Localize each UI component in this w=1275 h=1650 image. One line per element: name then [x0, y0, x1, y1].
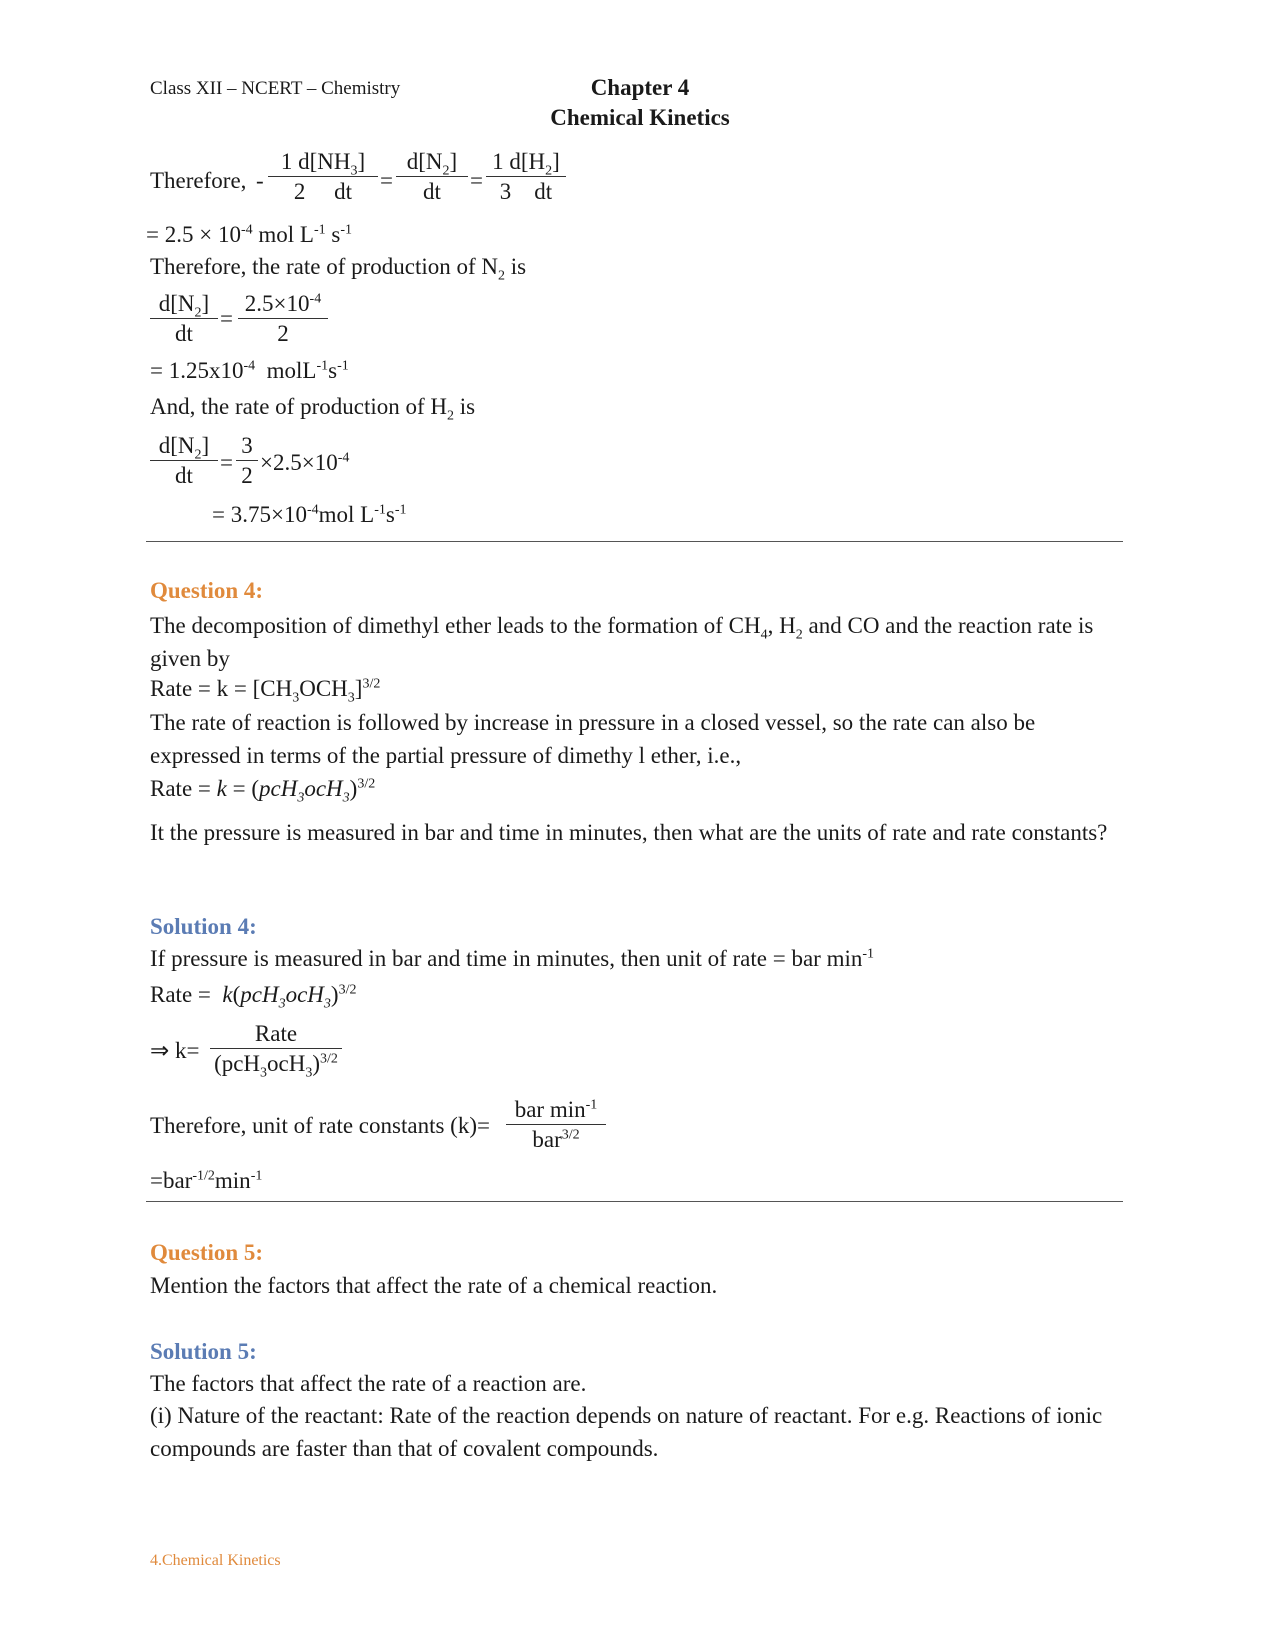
- fraction-n2-rhs: $2.5\times 10^{-4}$ 2: [238, 290, 328, 347]
- question-4-paragraph-2: The rate of reaction is followed by increase in pressure in a closed vessel, so the rate can also be expressed in terms of the partial pressure of dimethy l ether, i.e.,: [150, 710, 1036, 768]
- solution-4-k-fraction: Rate $(pcH_3ocH_3)^{3/2}$: [210, 1020, 342, 1077]
- section-divider-1: [146, 541, 1123, 542]
- solution-4-unit-text: Therefore, unit of rate constants (k)=: [150, 1113, 490, 1138]
- fraction-n2-lhs: $d[N_2]$ dt: [150, 290, 218, 347]
- rate-result-1: = $2.5 \times 10^{-4}$ mol $L^{-1}$ $s^{-1}$: [146, 222, 353, 247]
- question-4-paragraph-1: The decomposition of dimethyl ether leads to the formation of $CH_4$, $H_2$ and CO and the reaction rate is given by: [150, 613, 1094, 671]
- equals-sign-4: =: [220, 450, 233, 475]
- question-5-heading: Question 5:: [150, 1240, 264, 1265]
- page-footer: 4.Chemical Kinetics: [150, 1552, 281, 1569]
- fraction-nh3: 1 $d[NH_3]$ 2 dt: [268, 148, 378, 205]
- fraction-three-halves: 3 2: [236, 432, 258, 489]
- section-divider-2: [146, 1201, 1123, 1202]
- solution-4-rate-unit: If pressure is measured in bar and time in minutes, then unit of rate = bar $\min^{-1}$: [150, 946, 875, 971]
- chapter-number: Chapter 4: [590, 75, 690, 100]
- solution-4-heading: Solution 4:: [150, 914, 257, 939]
- solution-4-k-lhs: ⇒ k=: [150, 1038, 200, 1063]
- fraction-h2: 1 $d[H_2]$ 3 dt: [486, 148, 566, 205]
- question-4-heading: Question 4:: [150, 578, 264, 603]
- minus-sign: -: [256, 168, 264, 193]
- h2-production-intro: And, the rate of production of $H_2$ is: [150, 394, 476, 424]
- solution-4-unit-fraction: bar $\min^{-1}$ bar$^{3/2}$: [506, 1096, 606, 1153]
- equals-sign-2: =: [470, 168, 483, 193]
- chapter-heading: [500, 73, 780, 133]
- n2-production-intro: Therefore, the rate of production of $N_2$ is: [150, 254, 527, 284]
- question-4-pressure-rate: Rate = $k = (pcH_3ocH_3)^{3/2}$: [150, 776, 376, 806]
- solution-4-rate-expression: Rate = $k(pcH_3ocH_3)^{3/2}$: [150, 982, 357, 1012]
- solution-5-intro: The factors that affect the rate of a reaction are.: [150, 1371, 587, 1396]
- question-4-rate-law: Rate = $k = [CH_3OCH_3]^{3/2}$: [150, 676, 381, 706]
- fraction-n2: $d[N_2]$ dt: [396, 148, 468, 205]
- chapter-title: Chemical Kinetics: [550, 105, 730, 130]
- header-class-label: Class XII – NCERT – Chemistry: [150, 78, 401, 99]
- n2-result: = $1.25x10^{-4}$ $molL^{-1}s^{-1}$: [150, 358, 349, 383]
- solution-4-final-unit: $=bar^{-1/2}\min^{-1}$: [150, 1168, 263, 1193]
- therefore-label: Therefore,: [150, 168, 247, 193]
- h2-result: = $3.75\times 10^{-4}mol$ $L^{-1}s^{-1}$: [212, 502, 407, 527]
- fraction-h2-lhs: $d[N_2]$ dt: [150, 432, 218, 489]
- equals-sign-1: =: [380, 168, 393, 193]
- question-4-paragraph-3: It the pressure is measured in bar and time in minutes, then what are the units of rate and rate constants?: [150, 820, 1108, 845]
- question-5-text: Mention the factors that affect the rate of a chemical reaction.: [150, 1273, 718, 1298]
- solution-5-factor-1: (i) Nature of the reactant: Rate of the reaction depends on nature of reactant. For e.g. Reactions of ionic compounds are faster than that of covalent compounds.: [150, 1403, 1103, 1461]
- h2-multiplier: $\times 2.5\times 10^{-4}$: [260, 450, 350, 475]
- solution-5-heading: Solution 5:: [150, 1339, 257, 1364]
- equals-sign-3: =: [220, 306, 233, 331]
